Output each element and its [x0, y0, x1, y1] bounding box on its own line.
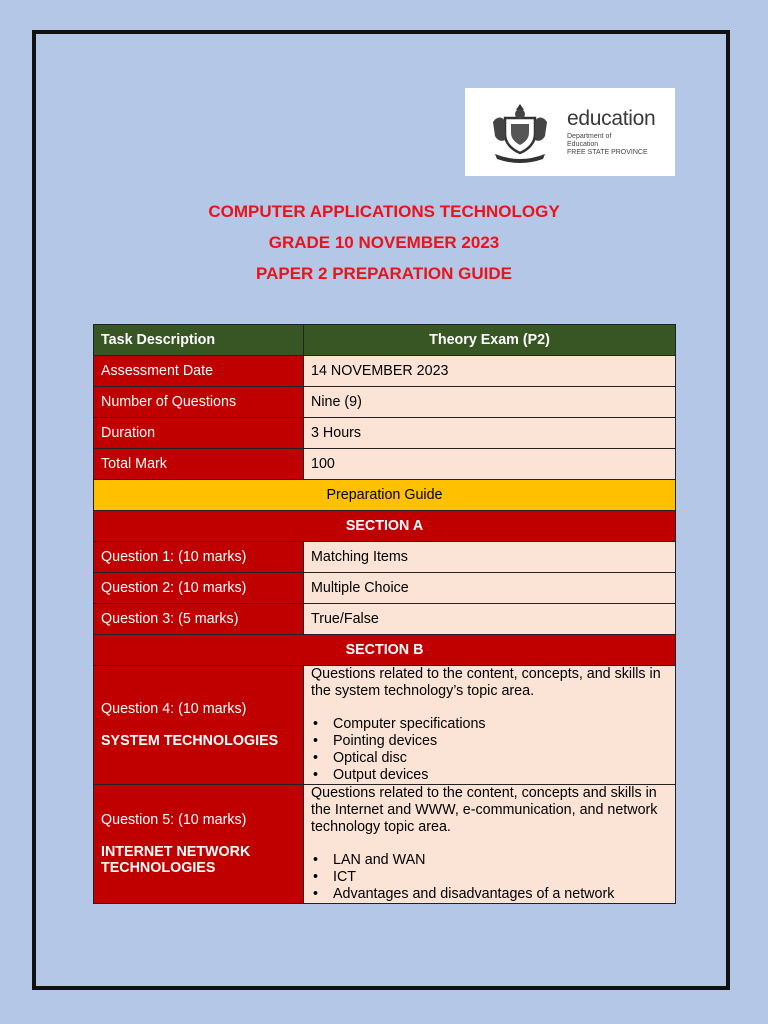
topic-cell — [94, 785, 304, 904]
topic-bullet-list — [311, 852, 668, 903]
section-a-header-row — [94, 511, 676, 542]
topic-name: INTERNET NETWORK TECHNOLOGIES — [101, 844, 251, 876]
info-row — [94, 449, 676, 480]
list-item: • Output devices — [333, 767, 668, 784]
section-b-header-row — [94, 635, 676, 666]
question-label: Question 3: (5 marks) — [94, 604, 304, 635]
question-type: Matching Items — [304, 542, 676, 573]
info-label: Duration — [94, 418, 304, 449]
info-label: Number of Questions — [94, 387, 304, 418]
logo-wordmark: education — [567, 107, 656, 130]
question-label: Question 1: (10 marks) — [94, 542, 304, 573]
topic-intro: Questions related to the content, concepts and skills in the Internet and WWW, e-communication, and network technology topic area. — [311, 785, 658, 835]
topic-row — [94, 785, 676, 904]
list-item: • LAN and WAN — [333, 852, 668, 869]
topic-cell — [94, 666, 304, 785]
list-item: • Computer specifications — [333, 716, 668, 733]
info-value: 3 Hours — [304, 418, 676, 449]
department-logo — [465, 88, 675, 176]
document-title-line: PAPER 2 PREPARATION GUIDE — [256, 264, 512, 283]
header-task-description: Task Description — [94, 325, 304, 356]
table-header-row — [94, 325, 676, 356]
info-label: Total Mark — [94, 449, 304, 480]
list-item: • Optical disc — [333, 750, 668, 767]
coat-of-arms-icon — [487, 100, 553, 164]
logo-subtitle-line: Education — [567, 141, 599, 148]
info-value: 100 — [304, 449, 676, 480]
info-row — [94, 387, 676, 418]
info-row — [94, 418, 676, 449]
section-b-title: SECTION B — [94, 635, 676, 666]
logo-subtitle-line: Department of — [567, 133, 612, 140]
logo-subtitle-line: FREE STATE PROVINCE — [567, 149, 648, 156]
list-item: • Pointing devices — [333, 733, 668, 750]
preparation-guide-table — [93, 324, 676, 904]
topic-bullet-list — [311, 716, 668, 784]
section-a-title: SECTION A — [94, 511, 676, 542]
question-row — [94, 604, 676, 635]
question-type: Multiple Choice — [304, 573, 676, 604]
topic-row — [94, 666, 676, 785]
list-item: • ICT — [333, 869, 668, 886]
logo-subtitle — [567, 133, 655, 157]
preparation-guide-row — [94, 480, 676, 511]
info-label: Assessment Date — [94, 356, 304, 387]
question-label: Question 2: (10 marks) — [94, 573, 304, 604]
info-value: 14 NOVEMBER 2023 — [304, 356, 676, 387]
question-type: True/False — [304, 604, 676, 635]
question-row — [94, 542, 676, 573]
preparation-guide-label: Preparation Guide — [94, 480, 676, 511]
document-title-line: COMPUTER APPLICATIONS TECHNOLOGY — [208, 202, 560, 221]
info-row — [94, 356, 676, 387]
topic-description-cell — [304, 666, 676, 785]
document-title-block — [0, 196, 768, 289]
topic-intro: Questions related to the content, concepts, and skills in the system technology’s topic area. — [311, 666, 661, 699]
list-item: • Advantages and disadvantages of a network — [333, 886, 668, 903]
header-theory-exam: Theory Exam (P2) — [304, 325, 676, 356]
topic-name: SYSTEM TECHNOLOGIES — [101, 733, 279, 749]
info-value: Nine (9) — [304, 387, 676, 418]
document-title-line: GRADE 10 NOVEMBER 2023 — [268, 233, 500, 252]
question-row — [94, 573, 676, 604]
question-label: Question 4: (10 marks) — [101, 701, 247, 717]
topic-description-cell — [304, 785, 676, 904]
question-label: Question 5: (10 marks) — [101, 812, 247, 828]
